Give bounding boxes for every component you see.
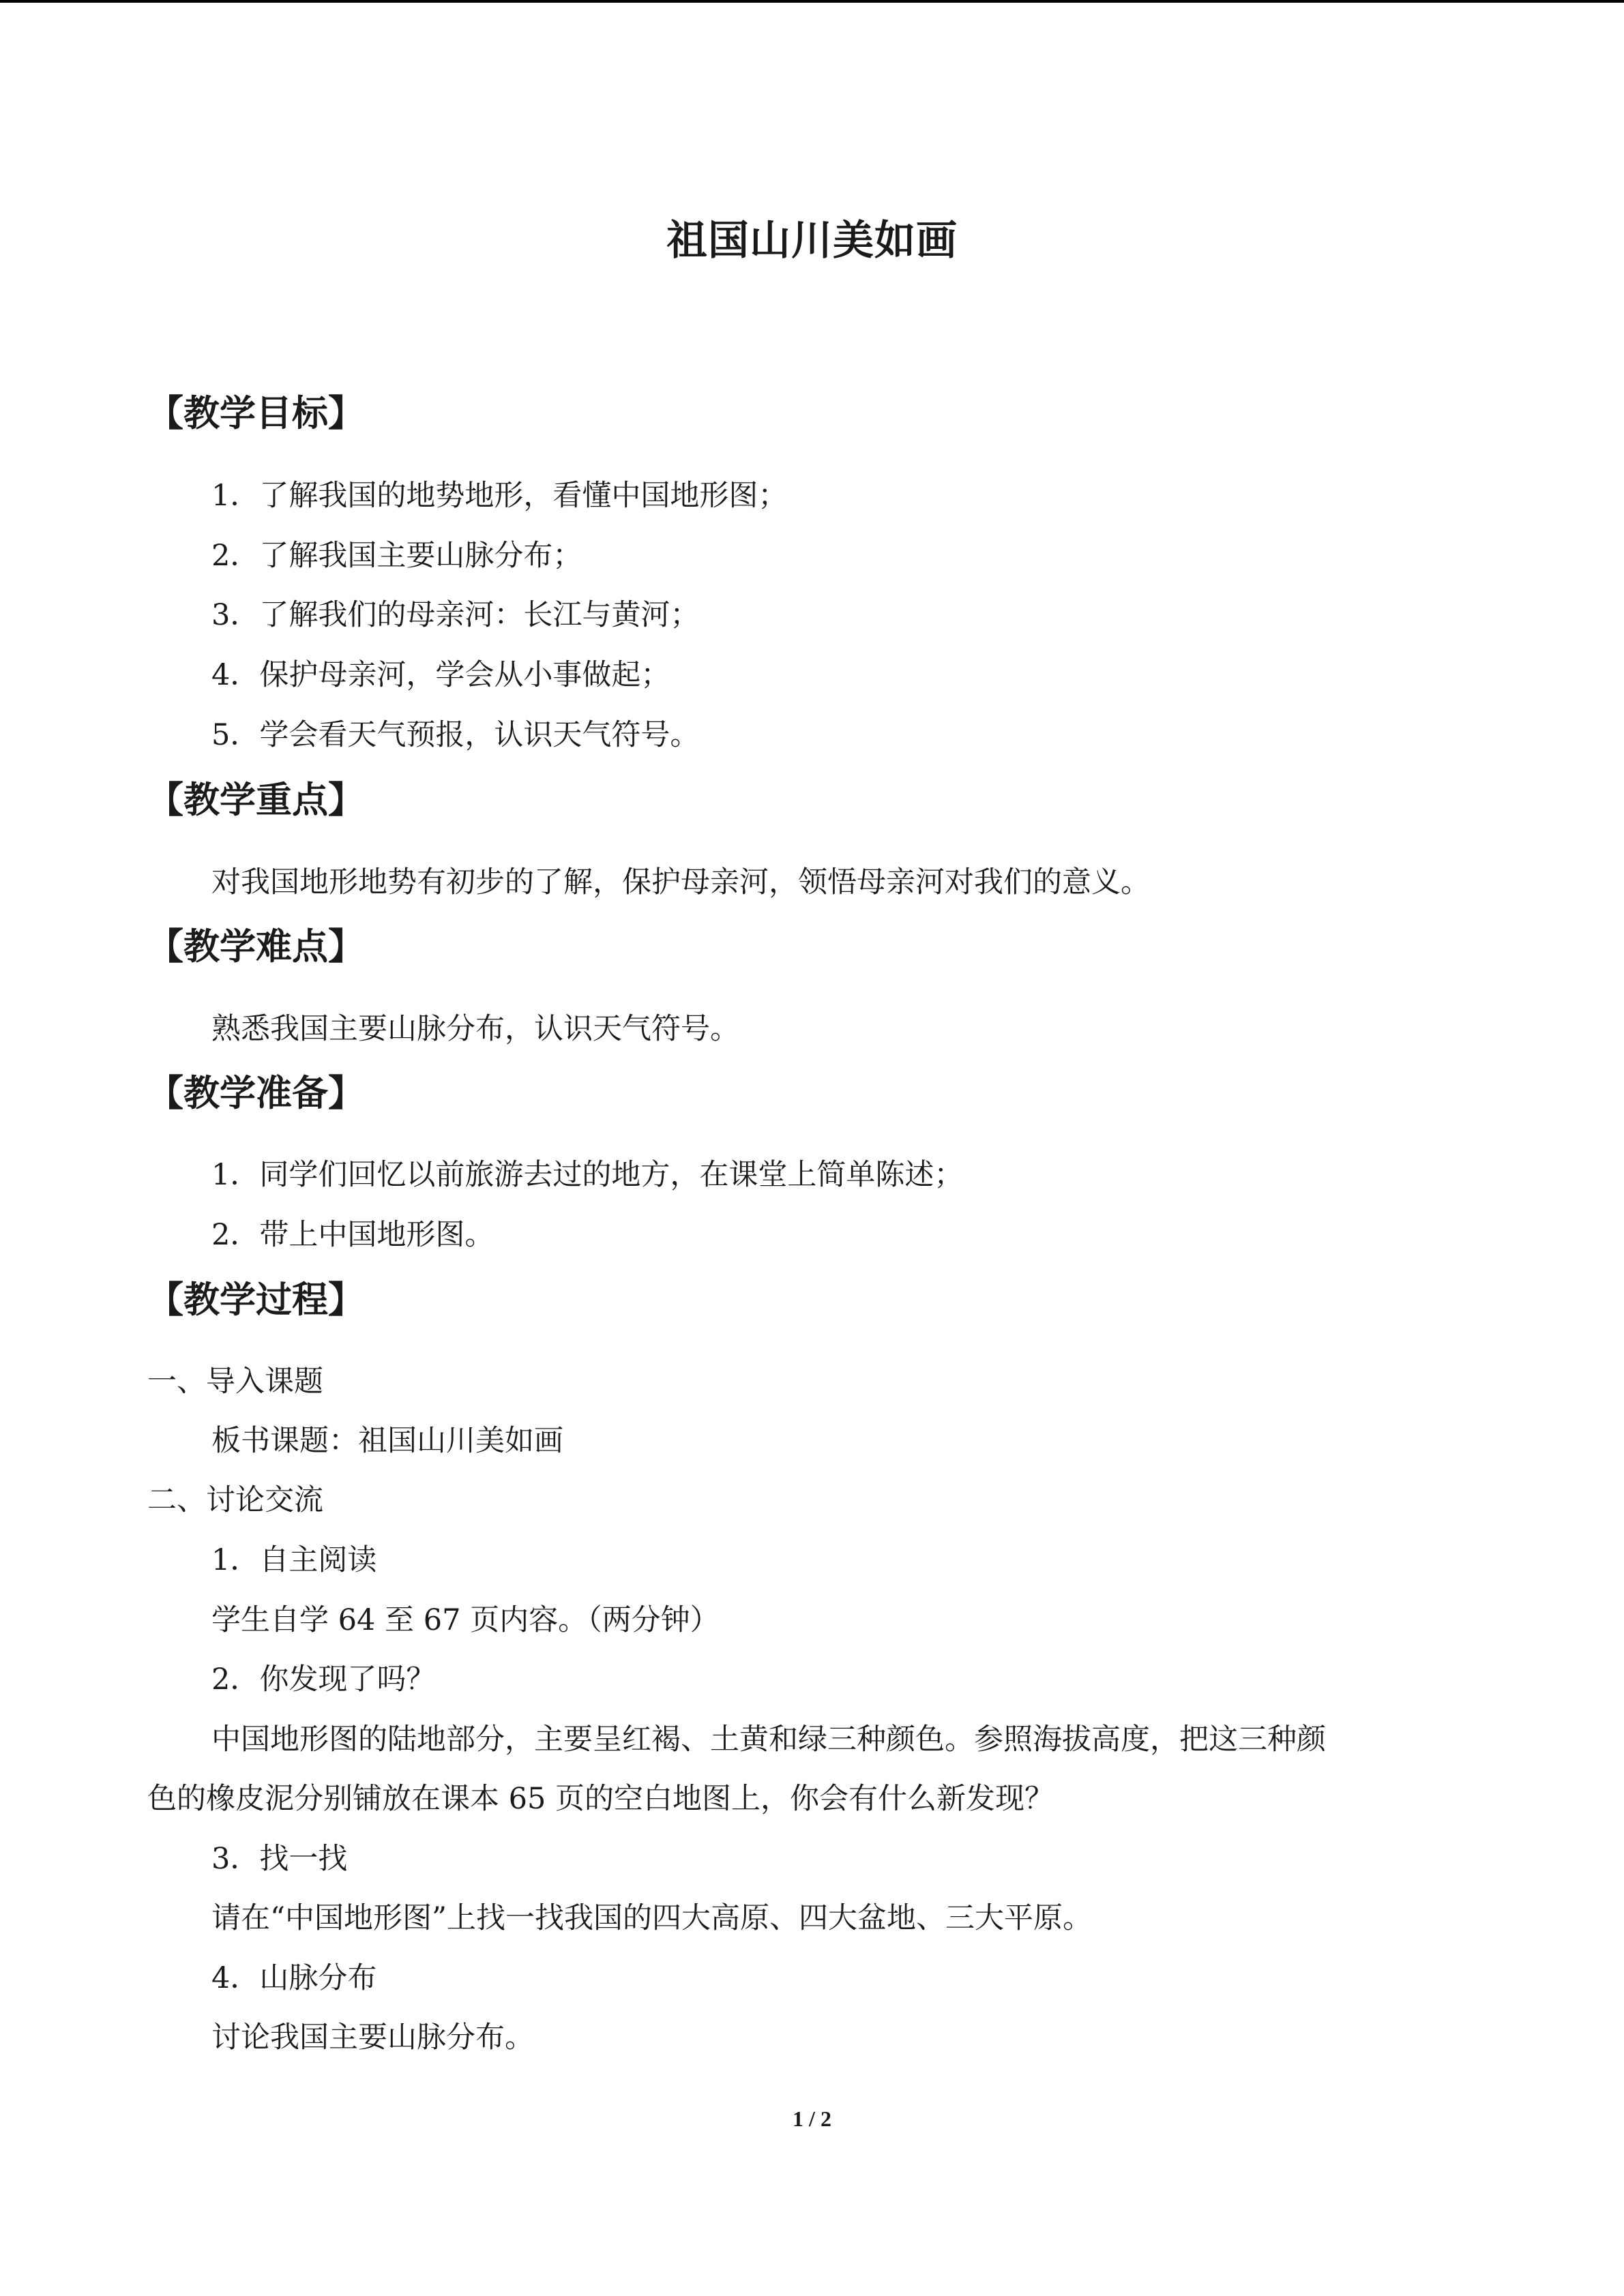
process-line: 讨论我国主要山脉分布。 xyxy=(211,2021,534,2055)
process-line: 色的橡皮泥分别铺放在课本 65 页的空白地图上，你会有什么新发现？ xyxy=(147,1782,1054,1816)
preparation-item: 1．同学们回忆以前旅游去过的地方，在课堂上简单陈述； xyxy=(211,1158,964,1192)
goal-item: 4．保护母亲河，学会从小事做起； xyxy=(211,658,670,692)
goal-item: 3．了解我们的母亲河：长江与黄河； xyxy=(211,598,700,632)
process-line: 请在“中国地形图”上找一找我国的四大高原、四大盆地、三大平原。 xyxy=(211,1901,1092,1935)
process-line: 板书课题：祖国山川美如画 xyxy=(211,1424,563,1458)
process-line: 1．自主阅读 xyxy=(211,1543,377,1577)
process-line: 4．山脉分布 xyxy=(211,1961,377,1995)
heading-preparation: 【教学准备】 xyxy=(147,1072,364,1114)
goal-item: 1．了解我国的地势地形，看懂中国地形图； xyxy=(211,479,788,513)
heading-difficulties: 【教学难点】 xyxy=(147,925,364,968)
heading-process: 【教学过程】 xyxy=(147,1279,364,1321)
document-title: 祖国山川美如画 xyxy=(666,217,958,265)
process-line: 一、导入课题 xyxy=(147,1365,323,1399)
heading-key-points: 【教学重点】 xyxy=(147,779,364,821)
key-points-text: 对我国地形地势有初步的了解，保护母亲河，领悟母亲河对我们的意义。 xyxy=(211,865,1150,899)
process-line: 学生自学 64 至 67 页内容。（两分钟） xyxy=(211,1603,720,1637)
process-line: 3．找一找 xyxy=(211,1842,348,1876)
difficulties-text: 熟悉我国主要山脉分布，认识天气符号。 xyxy=(211,1012,739,1046)
page-number: 1 / 2 xyxy=(793,2106,831,2131)
goal-item: 5．学会看天气预报，认识天气符号。 xyxy=(211,718,700,752)
preparation-item: 2．带上中国地形图。 xyxy=(211,1218,494,1252)
top-border-line xyxy=(0,0,1624,3)
heading-teaching-goals: 【教学目标】 xyxy=(147,392,364,434)
process-line: 二、讨论交流 xyxy=(147,1483,323,1517)
goal-item: 2．了解我国主要山脉分布； xyxy=(211,539,582,573)
process-line: 中国地形图的陆地部分，主要呈红褐、土黄和绿三种颜色。参照海拔高度，把这三种颜 xyxy=(211,1723,1326,1757)
process-line: 2．你发现了吗？ xyxy=(211,1663,436,1697)
